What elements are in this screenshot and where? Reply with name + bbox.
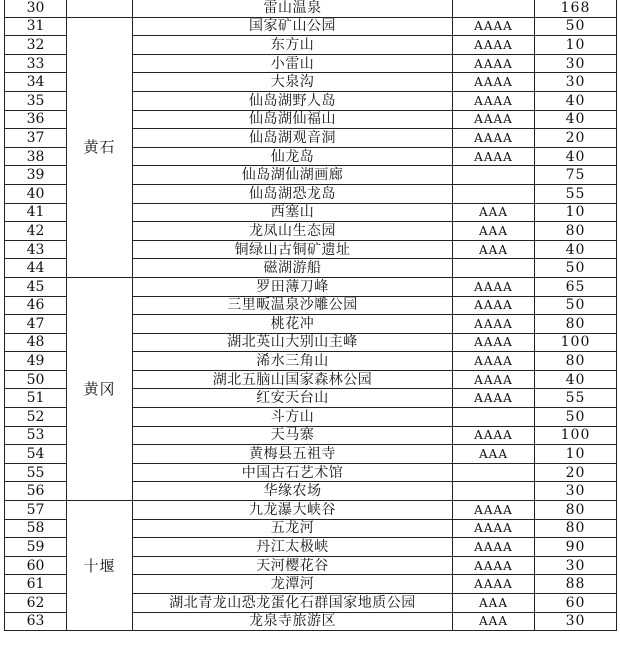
grade-cell: AAAA	[453, 54, 535, 73]
scenic-name-cell: 罗田薄刀峰	[133, 277, 453, 296]
grade-cell: AAAA	[453, 110, 535, 129]
scenic-name-cell: 仙岛湖恐龙岛	[133, 184, 453, 203]
price-cell: 50	[535, 408, 617, 427]
price-cell: 100	[535, 333, 617, 352]
grade-cell: AAAA	[453, 575, 535, 594]
row-number-cell: 63	[5, 612, 67, 631]
price-cell: 40	[535, 91, 617, 110]
row-number-cell: 54	[5, 445, 67, 464]
row-number-cell: 43	[5, 240, 67, 259]
grade-cell: AAAA	[453, 556, 535, 575]
grade-cell: AAAA	[453, 73, 535, 92]
price-cell: 88	[535, 575, 617, 594]
table-row	[5, 501, 617, 520]
row-number-cell: 41	[5, 203, 67, 222]
grade-cell: AAAA	[453, 501, 535, 520]
row-number-cell: 56	[5, 482, 67, 501]
city-cell	[67, 0, 133, 17]
row-number-cell: 48	[5, 333, 67, 352]
grade-cell	[453, 0, 535, 17]
scenic-name-cell: 大泉沟	[133, 73, 453, 92]
price-cell: 55	[535, 389, 617, 408]
price-cell: 10	[535, 445, 617, 464]
scenic-name-cell: 浠水三角山	[133, 352, 453, 371]
scenic-name-cell: 斗方山	[133, 408, 453, 427]
price-cell: 30	[535, 612, 617, 631]
scenic-name-cell: 雷山温泉	[133, 0, 453, 17]
price-cell: 30	[535, 482, 617, 501]
price-cell: 30	[535, 556, 617, 575]
city-cell: 黄石	[67, 17, 133, 277]
price-cell: 80	[535, 315, 617, 334]
grade-cell: AAAA	[453, 426, 535, 445]
price-cell: 100	[535, 426, 617, 445]
price-cell: 50	[535, 296, 617, 315]
price-cell: 10	[535, 203, 617, 222]
scenic-name-cell: 三里畈温泉沙雕公园	[133, 296, 453, 315]
row-number-cell: 39	[5, 166, 67, 185]
row-number-cell: 52	[5, 408, 67, 427]
price-cell: 30	[535, 73, 617, 92]
scenic-name-cell: 铜绿山古铜矿遗址	[133, 240, 453, 259]
row-number-cell: 40	[5, 184, 67, 203]
grade-cell: AAA	[453, 445, 535, 464]
row-number-cell: 33	[5, 54, 67, 73]
table-row	[5, 0, 617, 17]
city-cell: 十堰	[67, 501, 133, 631]
price-cell: 80	[535, 519, 617, 538]
grade-cell: AAA	[453, 203, 535, 222]
row-number-cell: 51	[5, 389, 67, 408]
row-number-cell: 34	[5, 73, 67, 92]
grade-cell	[453, 463, 535, 482]
row-number-cell: 36	[5, 110, 67, 129]
grade-cell: AAAA	[453, 17, 535, 36]
scenic-name-cell: 仙岛湖野人岛	[133, 91, 453, 110]
city-cell: 黄冈	[67, 277, 133, 500]
row-number-cell: 49	[5, 352, 67, 371]
row-number-cell: 50	[5, 370, 67, 389]
row-number-cell: 38	[5, 147, 67, 166]
scenic-name-cell: 九龙瀑大峡谷	[133, 501, 453, 520]
row-number-cell: 37	[5, 129, 67, 148]
grade-cell: AAAA	[453, 36, 535, 55]
price-cell: 75	[535, 166, 617, 185]
scenic-name-cell: 磁湖游船	[133, 259, 453, 278]
scenic-name-cell: 仙岛湖仙湖画廊	[133, 166, 453, 185]
row-number-cell: 30	[5, 0, 67, 17]
scenic-name-cell: 小雷山	[133, 54, 453, 73]
row-number-cell: 47	[5, 315, 67, 334]
scenic-name-cell: 仙龙岛	[133, 147, 453, 166]
row-number-cell: 61	[5, 575, 67, 594]
price-cell: 80	[535, 222, 617, 241]
price-cell: 30	[535, 54, 617, 73]
table-row	[5, 277, 617, 296]
scenic-name-cell: 国家矿山公园	[133, 17, 453, 36]
scenic-name-cell: 天河樱花谷	[133, 556, 453, 575]
grade-cell: AAA	[453, 222, 535, 241]
row-number-cell: 46	[5, 296, 67, 315]
scenic-name-cell: 仙岛湖仙福山	[133, 110, 453, 129]
grade-cell: AAAA	[453, 370, 535, 389]
scenic-name-cell: 华缘农场	[133, 482, 453, 501]
grade-cell	[453, 184, 535, 203]
grade-cell: AAAA	[453, 333, 535, 352]
row-number-cell: 55	[5, 463, 67, 482]
row-number-cell: 53	[5, 426, 67, 445]
grade-cell: AAAA	[453, 519, 535, 538]
table-row	[5, 17, 617, 36]
row-number-cell: 42	[5, 222, 67, 241]
grade-cell	[453, 408, 535, 427]
scenic-name-cell: 桃花冲	[133, 315, 453, 334]
price-cell: 20	[535, 129, 617, 148]
price-cell: 50	[535, 259, 617, 278]
scenic-name-cell: 东方山	[133, 36, 453, 55]
scenic-spot-table	[4, 0, 617, 631]
scenic-name-cell: 湖北青龙山恐龙蛋化石群国家地质公园	[133, 594, 453, 613]
price-cell: 50	[535, 17, 617, 36]
price-cell: 40	[535, 147, 617, 166]
scenic-name-cell: 黄梅县五祖寺	[133, 445, 453, 464]
table-body	[5, 0, 617, 631]
price-cell: 40	[535, 240, 617, 259]
row-number-cell: 59	[5, 538, 67, 557]
scenic-name-cell: 湖北英山大别山主峰	[133, 333, 453, 352]
price-cell: 65	[535, 277, 617, 296]
scenic-name-cell: 五龙河	[133, 519, 453, 538]
row-number-cell: 45	[5, 277, 67, 296]
grade-cell: AAAA	[453, 277, 535, 296]
scenic-name-cell: 龙凤山生态园	[133, 222, 453, 241]
row-number-cell: 44	[5, 259, 67, 278]
scenic-name-cell: 丹江太极峡	[133, 538, 453, 557]
scenic-name-cell: 天马寨	[133, 426, 453, 445]
scenic-name-cell: 仙岛湖观音洞	[133, 129, 453, 148]
grade-cell: AAA	[453, 594, 535, 613]
grade-cell	[453, 259, 535, 278]
price-cell: 80	[535, 501, 617, 520]
row-number-cell: 35	[5, 91, 67, 110]
price-cell: 60	[535, 594, 617, 613]
row-number-cell: 58	[5, 519, 67, 538]
scenic-name-cell: 红安天台山	[133, 389, 453, 408]
scenic-name-cell: 中国古石艺术馆	[133, 463, 453, 482]
grade-cell: AAAA	[453, 129, 535, 148]
price-cell: 90	[535, 538, 617, 557]
grade-cell: AAA	[453, 612, 535, 631]
grade-cell: AAAA	[453, 389, 535, 408]
price-cell: 10	[535, 36, 617, 55]
price-cell: 55	[535, 184, 617, 203]
grade-cell: AAA	[453, 240, 535, 259]
row-number-cell: 62	[5, 594, 67, 613]
price-cell: 168	[535, 0, 617, 17]
scenic-name-cell: 龙泉寺旅游区	[133, 612, 453, 631]
grade-cell: AAAA	[453, 91, 535, 110]
grade-cell: AAAA	[453, 296, 535, 315]
grade-cell: AAAA	[453, 147, 535, 166]
grade-cell: AAAA	[453, 538, 535, 557]
grade-cell	[453, 166, 535, 185]
price-cell: 40	[535, 370, 617, 389]
grade-cell	[453, 482, 535, 501]
row-number-cell: 60	[5, 556, 67, 575]
grade-cell: AAAA	[453, 315, 535, 334]
price-cell: 80	[535, 352, 617, 371]
price-cell: 20	[535, 463, 617, 482]
row-number-cell: 31	[5, 17, 67, 36]
scenic-name-cell: 湖北五脑山国家森林公园	[133, 370, 453, 389]
scenic-name-cell: 西塞山	[133, 203, 453, 222]
row-number-cell: 32	[5, 36, 67, 55]
scenic-name-cell: 龙潭河	[133, 575, 453, 594]
price-cell: 40	[535, 110, 617, 129]
row-number-cell: 57	[5, 501, 67, 520]
grade-cell: AAAA	[453, 352, 535, 371]
